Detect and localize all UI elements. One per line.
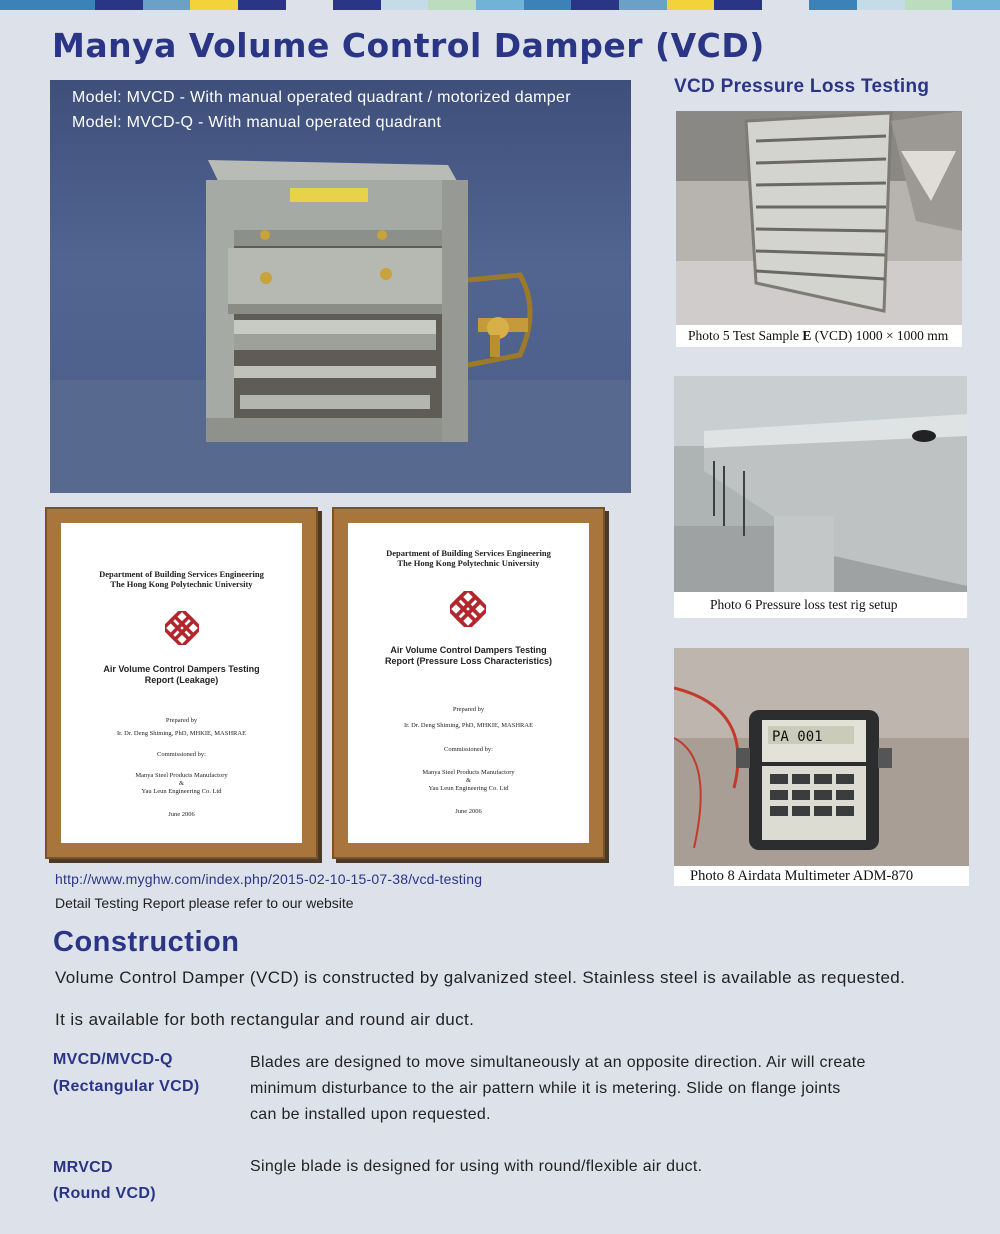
photo-8-multimeter xyxy=(674,648,969,886)
damper-illustration xyxy=(50,80,631,493)
report-author: Ir. Dr. Deng Shiming, PhD, MHKIE, MASHRAE xyxy=(403,722,534,729)
multimeter-picture xyxy=(674,648,969,866)
report-company-2: Yau Leun Engineering Co. Ltd xyxy=(428,785,509,792)
stripe-segment xyxy=(190,0,238,10)
report-date: June 2006 xyxy=(168,811,195,818)
report-commissioned: Commissioned by: xyxy=(444,746,493,753)
photo-8-caption: Photo 8 Airdata Multimeter ADM-870 xyxy=(674,866,969,886)
construction-paragraph-2: It is available for both rectangular and round air duct. xyxy=(55,1010,475,1029)
construction-paragraph-1: Volume Control Damper (VCD) is constructed by galvanized steel. Stainless steel is available as requested. xyxy=(55,968,906,987)
testing-heading: VCD Pressure Loss Testing xyxy=(674,76,930,97)
report-company-2: Yau Leun Engineering Co. Ltd xyxy=(141,788,222,795)
stripe-segment xyxy=(381,0,429,10)
stripe-segment xyxy=(48,0,96,10)
photo-5-test-sample xyxy=(676,111,962,347)
stripe-segment xyxy=(0,0,48,10)
test-sample-picture xyxy=(676,111,962,325)
model-mvcd-q-text: Model: MVCD-Q - With manual operated quadrant xyxy=(72,114,442,131)
detail-report-note: Detail Testing Report please refer to our website xyxy=(55,895,354,911)
stripe-segment xyxy=(524,0,572,10)
report-title-1: Air Volume Control Dampers Testing xyxy=(390,645,547,655)
spec-rectangular-model: MVCD/MVCD-Q xyxy=(53,1051,173,1068)
report-date: June 2006 xyxy=(455,808,482,815)
report-pressure-loss-page xyxy=(348,523,589,843)
spec-round-model: MRVCD xyxy=(53,1159,113,1176)
photo-6-caption: Photo 6 Pressure loss test rig setup xyxy=(674,592,967,618)
report-title-2: Report (Leakage) xyxy=(144,675,219,685)
stripe-segment xyxy=(238,0,286,10)
photo-6-test-rig xyxy=(674,376,967,618)
stripe-segment xyxy=(809,0,857,10)
stripe-segment xyxy=(286,0,334,10)
report-dept-line: Department of Building Services Engineering xyxy=(386,548,551,558)
meter-readout: PA 001 xyxy=(772,729,823,745)
stripe-segment xyxy=(762,0,810,10)
report-title-2: Report (Pressure Loss Characteristics) xyxy=(384,656,553,666)
report-amp: & xyxy=(465,777,472,784)
test-rig-picture xyxy=(674,376,967,592)
photo-5-caption: Photo 5 Test Sample E (VCD) 1000 × 1000 mm xyxy=(676,325,962,347)
report-dept-line: Department of Building Services Engineering xyxy=(99,569,264,579)
model-mvcd-text: Model: MVCD - With manual operated quadrant / motorized damper xyxy=(72,89,571,106)
report-pressure-loss-frame xyxy=(332,507,605,859)
testing-report-link[interactable]: http://www.myghw.com/index.php/2015-02-10-15-07-38/vcd-testing xyxy=(55,871,483,887)
report-prepared: Prepared by xyxy=(165,717,198,724)
polyu-logo-icon xyxy=(450,591,486,627)
damper-main-photo xyxy=(50,80,631,493)
stripe-segment xyxy=(952,0,1000,10)
spec-round-type: (Round VCD) xyxy=(53,1185,156,1202)
report-company-1: Manya Steel Products Manufactory xyxy=(422,769,515,776)
spec-rectangular-type: (Rectangular VCD) xyxy=(53,1078,200,1095)
top-color-stripe xyxy=(0,0,1000,10)
report-company-1: Manya Steel Products Manufactory xyxy=(135,772,228,779)
stripe-segment xyxy=(571,0,619,10)
report-amp: & xyxy=(178,780,185,787)
stripe-segment xyxy=(143,0,191,10)
stripe-segment xyxy=(476,0,524,10)
report-university-line: The Hong Kong Polytechnic University xyxy=(110,579,253,589)
report-university-line: The Hong Kong Polytechnic University xyxy=(397,558,540,568)
page-title: Manya Volume Control Damper (VCD) xyxy=(52,26,765,65)
spec-rectangular-description: Blades are designed to move simultaneously at an opposite direction. Air will create minimum disturbance to the air pattern while it is metering. Slide on flange joints can be installed upon requested. xyxy=(250,1054,866,1123)
stripe-segment xyxy=(667,0,715,10)
stripe-segment xyxy=(428,0,476,10)
spec-round-description: Single blade is designed for using with round/flexible air duct. xyxy=(250,1158,703,1175)
report-commissioned: Commissioned by: xyxy=(157,751,206,758)
stripe-segment xyxy=(619,0,667,10)
stripe-segment xyxy=(714,0,762,10)
report-prepared: Prepared by xyxy=(452,706,485,713)
report-title-1: Air Volume Control Dampers Testing xyxy=(103,664,260,674)
stripe-segment xyxy=(95,0,143,10)
report-leakage-page xyxy=(61,523,302,843)
polyu-logo-icon xyxy=(165,611,199,645)
report-author: Ir. Dr. Deng Shiming, PhD, MHKIE, MASHRAE xyxy=(116,730,247,737)
report-leakage-frame xyxy=(45,507,318,859)
construction-heading: Construction xyxy=(53,926,240,958)
stripe-segment xyxy=(333,0,381,10)
stripe-segment xyxy=(905,0,953,10)
stripe-segment xyxy=(857,0,905,10)
